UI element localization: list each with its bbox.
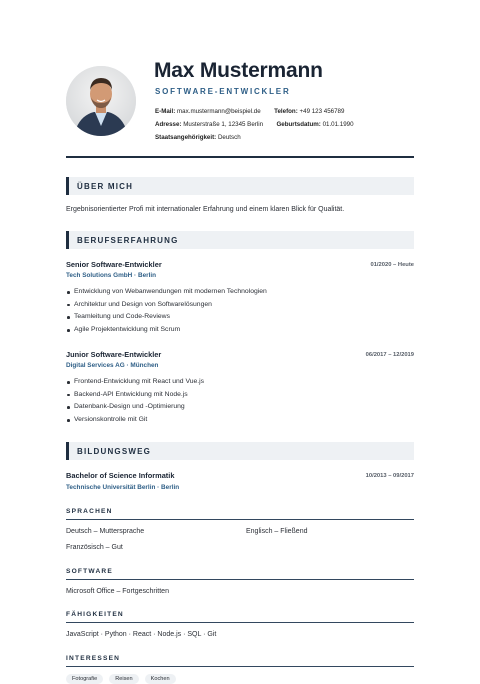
interests-list [66, 674, 176, 684]
list-item: Architektur und Design von Softwarelösungen [66, 299, 267, 312]
section-about-title: ÜBER MICH [77, 182, 134, 191]
list-item: Teamleitung und Code-Reviews [66, 311, 267, 324]
email-value: max.mustermann@beispiel.de [177, 108, 261, 115]
contact-row-2 [155, 121, 354, 128]
section-experience-header [66, 231, 414, 249]
degree-school: Technische Universität Berlin · Berlin [66, 484, 180, 491]
language-item: Deutsch – Muttersprache [66, 528, 145, 535]
section-software-header: SOFTWARE [66, 568, 414, 580]
section-education-header [66, 442, 414, 460]
skills-text: JavaScript · Python · React · Node.js · SQL · Git [66, 631, 217, 638]
section-languages-header: SPRACHEN [66, 508, 414, 520]
degree-title: Bachelor of Science Informatik [66, 471, 175, 480]
section-interests-header: INTERESSEN [66, 655, 414, 667]
job-company: Tech Solutions GmbH · Berlin [66, 272, 157, 279]
section-about-header [66, 177, 414, 195]
interest-chip: Fotografie [66, 674, 103, 684]
list-item: Entwicklung von Webanwendungen mit modernen Technologien [66, 286, 267, 299]
job-company: Digital Services AG · München [66, 362, 159, 369]
degree-date: 10/2013 – 09/2017 [365, 473, 414, 479]
person-name: Max Mustermann [154, 59, 323, 82]
contact-row-1 [155, 108, 344, 115]
nationality-value: Deutsch [217, 134, 241, 141]
section-experience-title: BERUFSERFAHRUNG [77, 236, 179, 245]
profile-photo [66, 66, 136, 136]
birthdate-value: 01.01.1990 [322, 121, 354, 128]
job-date: 01/2020 – Heute [370, 262, 414, 268]
email-label: E-Mail: [155, 108, 176, 115]
job-title: Junior Software-Entwickler [66, 350, 162, 359]
section-education-title: BILDUNGSWEG [77, 447, 152, 456]
list-item: Datenbank-Design und -Optimierung [66, 401, 204, 414]
birthdate-label: Geburtsdatum: [276, 121, 321, 128]
contact-row-3 [155, 134, 241, 141]
list-item: Agile Projektentwicklung mit Scrum [66, 324, 267, 337]
nationality-label: Staatsangehörigkeit: [155, 134, 217, 141]
section-skills-header: FÄHIGKEITEN [66, 611, 414, 623]
about-text: Ergebnisorientierter Profi mit internationaler Erfahrung und einem klaren Blick für Qualität. [66, 206, 345, 213]
job-role: SOFTWARE-ENTWICKLER [155, 87, 291, 96]
interest-chip: Reisen [109, 674, 138, 684]
address-value: Musterstraße 1, 12345 Berlin [183, 121, 264, 128]
software-text: Microsoft Office – Fortgeschritten [66, 588, 169, 595]
header-divider [66, 156, 414, 158]
list-item: Backend-API Entwicklung mit Node.js [66, 389, 204, 402]
phone-value: +49 123 456789 [299, 108, 345, 115]
job-tasks-list [66, 286, 267, 337]
job-title: Senior Software-Entwickler [66, 260, 162, 269]
job-date: 06/2017 – 12/2019 [365, 352, 414, 358]
job-tasks-list [66, 376, 204, 427]
language-item: Englisch – Fließend [246, 528, 308, 535]
person-photo-icon [66, 66, 136, 136]
list-item: Frontend-Entwicklung mit React und Vue.js [66, 376, 204, 389]
list-item: Versionskontrolle mit Git [66, 414, 204, 427]
language-item: Französisch – Gut [66, 544, 123, 551]
interest-chip: Kochen [145, 674, 176, 684]
phone-label: Telefon: [274, 108, 298, 115]
address-label: Adresse: [155, 121, 182, 128]
